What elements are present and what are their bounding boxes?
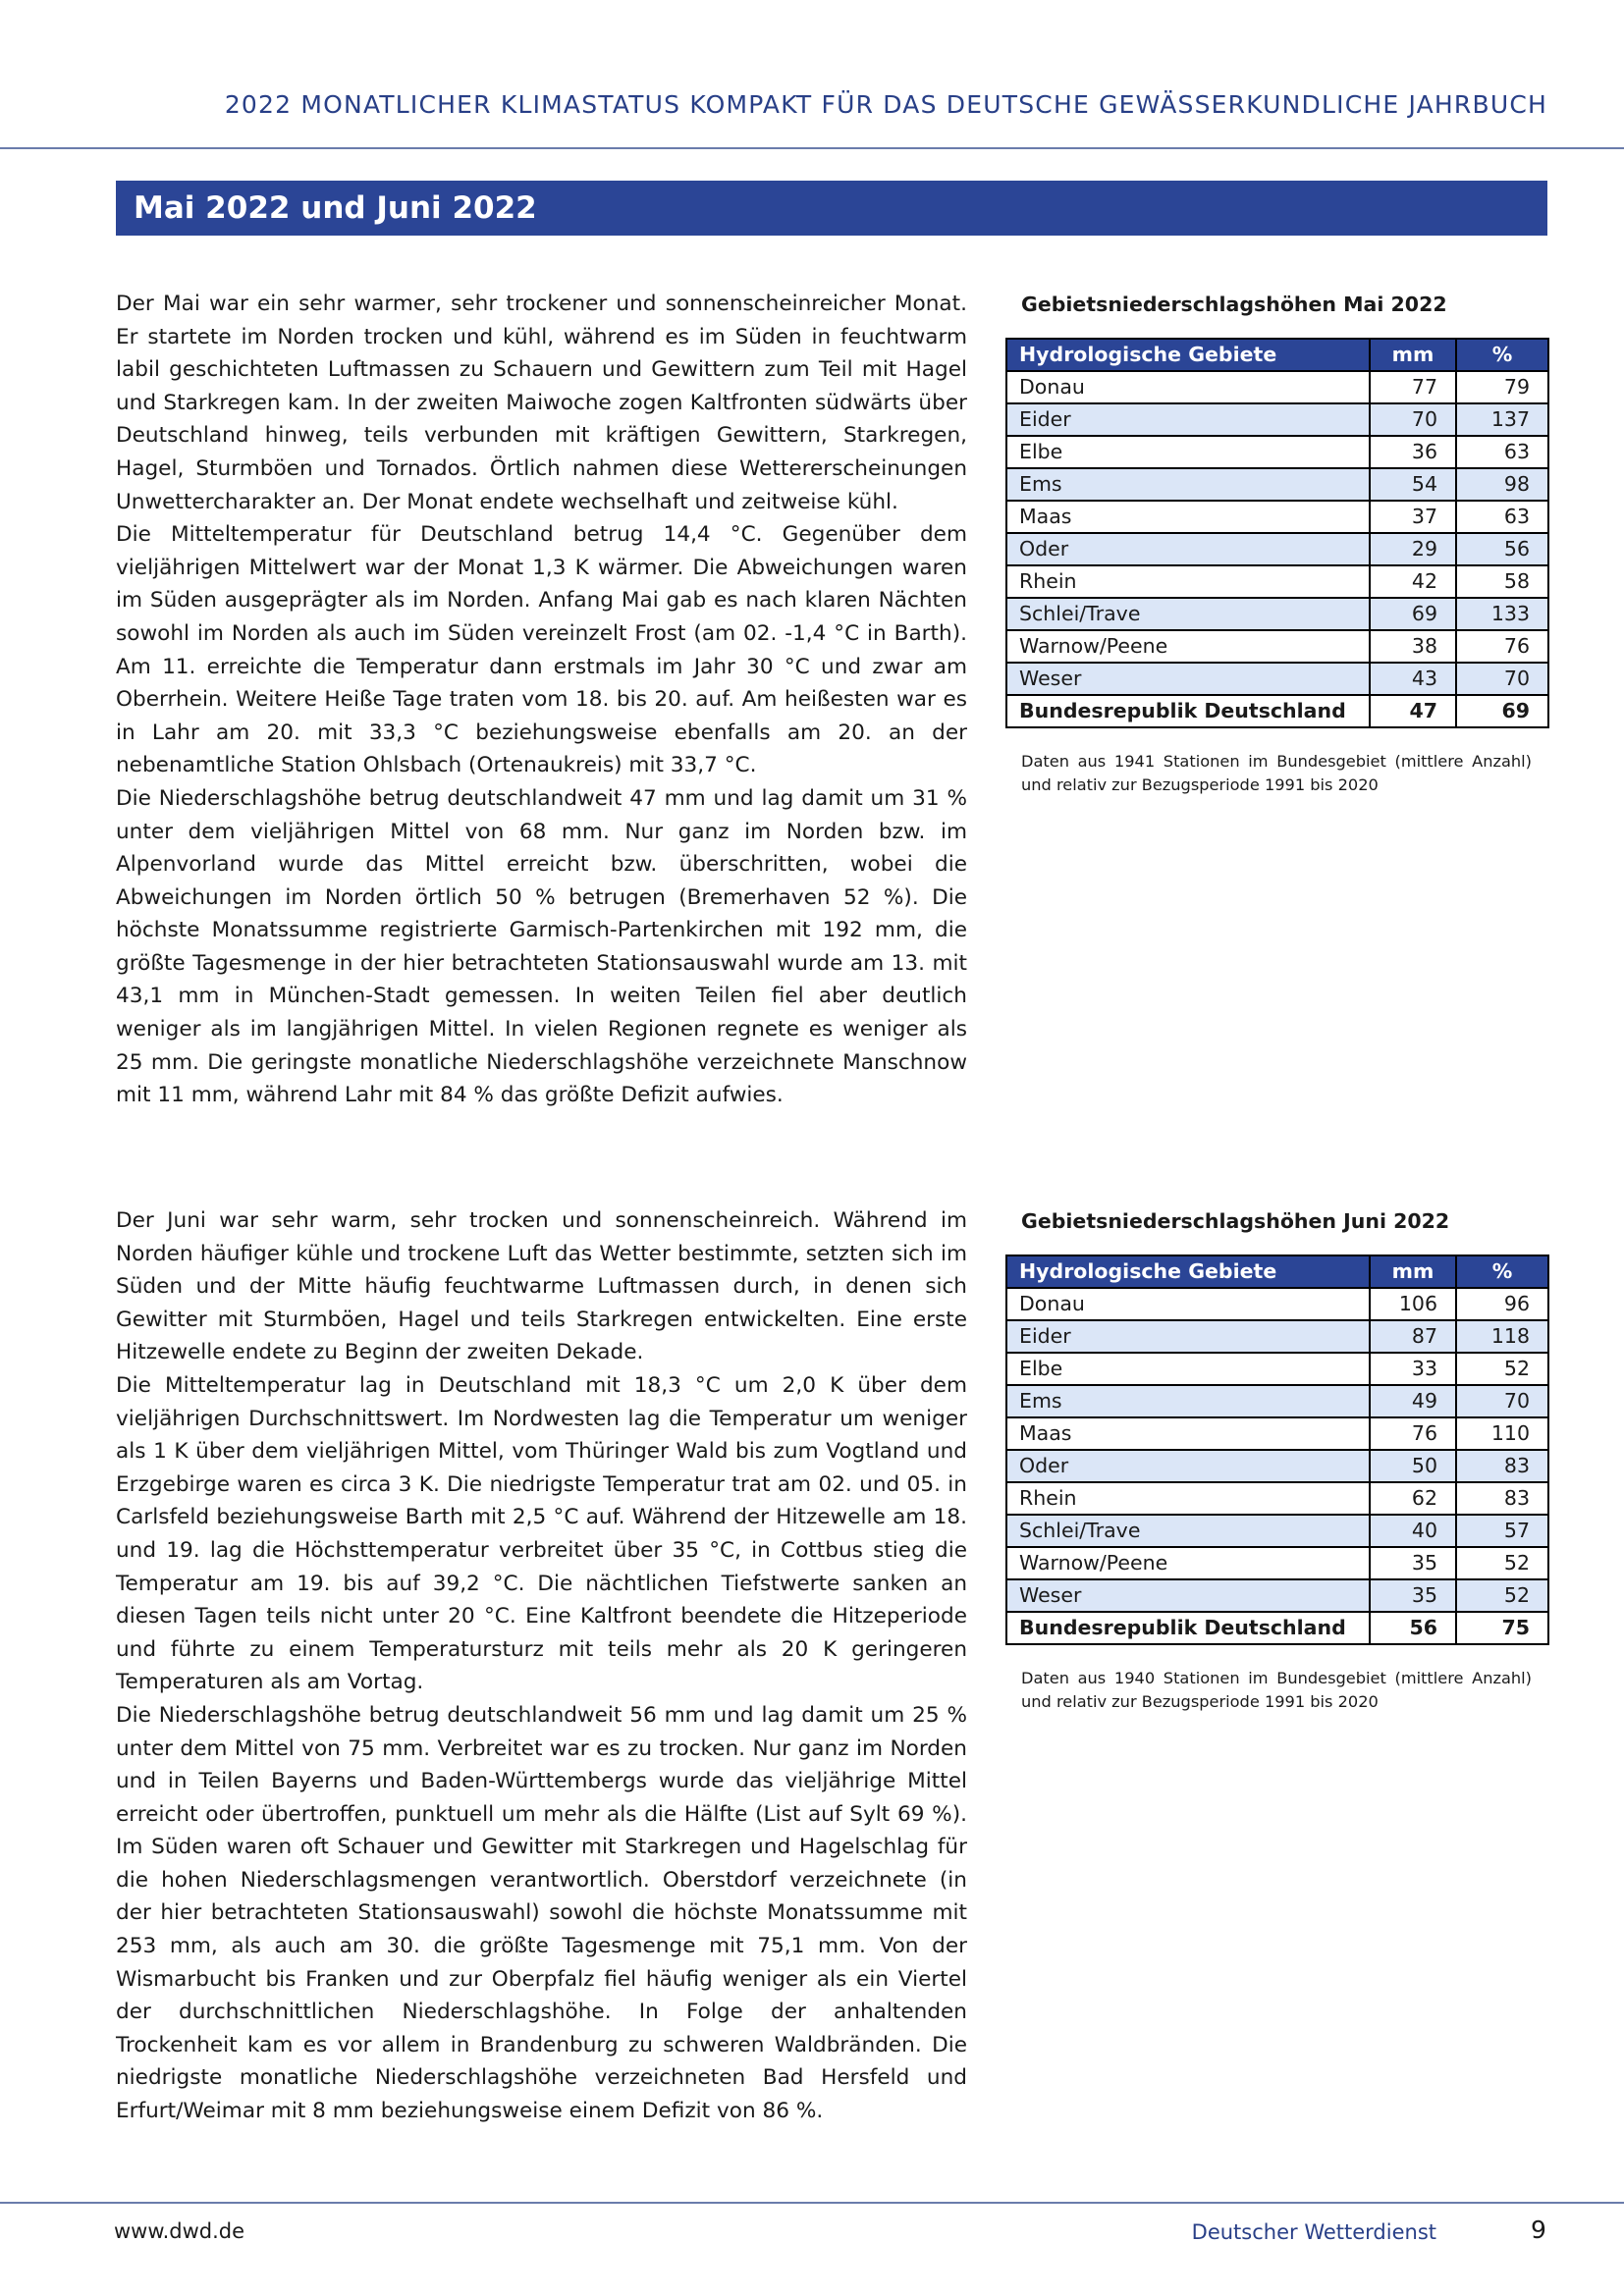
footer-divider (0, 2202, 1624, 2204)
table-row (1006, 468, 1548, 501)
mm-cell: 47 (1370, 695, 1456, 727)
percent-cell: 137 (1456, 403, 1548, 436)
table-header-row (1006, 1255, 1548, 1288)
percent-cell: 83 (1456, 1482, 1548, 1515)
region-cell: Maas (1006, 501, 1370, 533)
region-cell: Weser (1006, 663, 1370, 695)
table-row (1006, 630, 1548, 663)
june-paragraph-1: Der Juni war sehr warm, sehr trocken und sonnenscheinreich. Während im Norden häufiger kühle und trockene Luft das Wetter bestimmte, setzten sich im Süden und der Mitte häufig feuchtwarme Luftmassen durch, in denen sich Gewitter mit Sturmböen, Hagel und teils Starkregen entwickelten. Eine erste Hitzewelle endete zu Beginn der zweiten Dekade. (116, 1208, 967, 1365)
percent-cell: 63 (1456, 501, 1548, 533)
column-header-region: Hydrologische Gebiete (1006, 339, 1370, 371)
region-cell: Donau (1006, 1288, 1370, 1320)
june-text (116, 1204, 967, 2128)
region-cell: Ems (1006, 1385, 1370, 1417)
mm-cell: 87 (1370, 1320, 1456, 1353)
region-cell: Bundesrepublik Deutschland (1006, 695, 1370, 727)
table-row (1006, 501, 1548, 533)
region-cell: Schlei/Trave (1006, 1515, 1370, 1547)
table-total-row (1006, 1612, 1548, 1644)
may-table-note: Daten aus 1941 Stationen im Bundesgebiet (mittlere Anzahl) und relativ zur Bezugsperiode 1991 bis 2020 (1021, 752, 1532, 794)
region-cell: Oder (1006, 533, 1370, 565)
region-cell: Schlei/Trave (1006, 598, 1370, 630)
table-row (1006, 1482, 1548, 1515)
percent-cell: 83 (1456, 1450, 1548, 1482)
table-row (1006, 565, 1548, 598)
mm-cell: 56 (1370, 1612, 1456, 1644)
may-paragraph-1: Der Mai war ein sehr warmer, sehr trockener und sonnenscheinreicher Monat. Er startete im Norden trocken und kühl, während es im Süden in feuchtwarm labil geschichteten Luftmassen zu Schauern und Gewittern zum Teil mit Hagel und Starkregen kam. In der zweiten Maiwoche zogen Kaltfronten südwärts über Deutschland hinweg, teils verbunden mit kräftigen Gewittern, Starkregen, Hagel, Sturmböen und Tornados. Örtlich nahmen diese Wettererscheinungen Unwettercharakter an. Der Monat endete wechselhaft und zeitweise kühl. (116, 292, 967, 514)
column-header-percent: % (1456, 1255, 1548, 1288)
may-table-title: Gebietsniederschlagshöhen Mai 2022 (1021, 293, 1447, 316)
table-row (1006, 1547, 1548, 1579)
percent-cell: 98 (1456, 468, 1548, 501)
table-row (1006, 1385, 1548, 1417)
mm-cell: 76 (1370, 1417, 1456, 1450)
region-cell: Rhein (1006, 565, 1370, 598)
table-header-row (1006, 339, 1548, 371)
may-precipitation-table (1005, 338, 1549, 728)
column-header-region: Hydrologische Gebiete (1006, 1255, 1370, 1288)
june-table-title: Gebietsniederschlagshöhen Juni 2022 (1021, 1209, 1450, 1233)
table-row (1006, 1353, 1548, 1385)
table-row (1006, 371, 1548, 403)
may-text (116, 288, 967, 1112)
region-cell: Eider (1006, 403, 1370, 436)
may-paragraph-3: Die Niederschlagshöhe betrug deutschlandweit 47 mm und lag damit um 31 % unter dem vieljährigen Mittel von 68 mm. Nur ganz im Norden bzw. im Alpenvorland wurde das Mittel erreicht bzw. überschritten, wobei die Abweichungen im Norden örtlich 50 % betrugen (Bremerhaven 52 %). Die höchste Monatssumme registrierte Garmisch-Partenkirchen mit 192 mm, die größte Tagesmenge in der hier betrachteten Stationsauswahl wurde am 13. mit 43,1 mm in München-Stadt gemessen. In weiten Teilen fiel aber deutlich weniger als im langjährigen Mittel. In vielen Regionen regnete es weniger als 25 mm. Die geringste monatliche Niederschlagshöhe verzeichnete Manschnow mit 11 mm, während Lahr mit 84 % das größte Defizit aufwies. (116, 785, 967, 1108)
column-header-mm: mm (1370, 339, 1456, 371)
table-total-row (1006, 695, 1548, 727)
section-title: Mai 2022 und Juni 2022 (116, 181, 1547, 236)
mm-cell: 49 (1370, 1385, 1456, 1417)
region-cell: Maas (1006, 1417, 1370, 1450)
percent-cell: 79 (1456, 371, 1548, 403)
table-row (1006, 436, 1548, 468)
mm-cell: 62 (1370, 1482, 1456, 1515)
percent-cell: 52 (1456, 1353, 1548, 1385)
region-cell: Oder (1006, 1450, 1370, 1482)
mm-cell: 38 (1370, 630, 1456, 663)
table-row (1006, 1288, 1548, 1320)
percent-cell: 57 (1456, 1515, 1548, 1547)
may-table-block (1005, 293, 1547, 797)
region-cell: Donau (1006, 371, 1370, 403)
percent-cell: 70 (1456, 1385, 1548, 1417)
percent-cell: 52 (1456, 1579, 1548, 1612)
percent-cell: 96 (1456, 1288, 1548, 1320)
percent-cell: 69 (1456, 695, 1548, 727)
table-row (1006, 1417, 1548, 1450)
percent-cell: 76 (1456, 630, 1548, 663)
header-divider (0, 147, 1624, 149)
percent-cell: 70 (1456, 663, 1548, 695)
page-number: 9 (1531, 2216, 1546, 2244)
may-paragraph-2: Die Mitteltemperatur für Deutschland betrug 14,4 °C. Gegenüber dem vieljährigen Mittelwert war der Monat 1,3 K wärmer. Die Abweichungen waren im Süden ausgeprägter als im Norden. Anfang Mai gab es nach klaren Nächten sowohl im Norden als auch im Süden vereinzelt Frost (am 02. -1,4 °C in Barth). Am 11. erreichte die Temperatur dann erstmals im Jahr 30 °C und zwar am Oberrhein. Weitere Heiße Tage traten vom 18. bis 20. auf. Am heißesten war es in Lahr am 20. mit 33,3 °C beziehungsweise ebenfalls am 20. an der nebenamtliche Station Ohlsbach (Ortenaukreis) mit 33,7 °C. (116, 522, 967, 778)
footer-publisher: Deutscher Wetterdienst (1191, 2220, 1436, 2244)
mm-cell: 69 (1370, 598, 1456, 630)
region-cell: Elbe (1006, 1353, 1370, 1385)
percent-cell: 118 (1456, 1320, 1548, 1353)
table-row (1006, 1515, 1548, 1547)
percent-cell: 133 (1456, 598, 1548, 630)
mm-cell: 50 (1370, 1450, 1456, 1482)
mm-cell: 35 (1370, 1547, 1456, 1579)
mm-cell: 43 (1370, 663, 1456, 695)
table-row (1006, 403, 1548, 436)
june-precipitation-table (1005, 1255, 1549, 1645)
region-cell: Warnow/Peene (1006, 1547, 1370, 1579)
column-header-mm: mm (1370, 1255, 1456, 1288)
region-cell: Bundesrepublik Deutschland (1006, 1612, 1370, 1644)
mm-cell: 54 (1370, 468, 1456, 501)
june-table-block (1005, 1209, 1547, 1714)
percent-cell: 63 (1456, 436, 1548, 468)
percent-cell: 110 (1456, 1417, 1548, 1450)
region-cell: Elbe (1006, 436, 1370, 468)
mm-cell: 35 (1370, 1579, 1456, 1612)
mm-cell: 77 (1370, 371, 1456, 403)
percent-cell: 58 (1456, 565, 1548, 598)
percent-cell: 75 (1456, 1612, 1548, 1644)
region-cell: Eider (1006, 1320, 1370, 1353)
mm-cell: 106 (1370, 1288, 1456, 1320)
mm-cell: 37 (1370, 501, 1456, 533)
mm-cell: 70 (1370, 403, 1456, 436)
footer-url[interactable]: www.dwd.de (114, 2219, 245, 2243)
region-cell: Ems (1006, 468, 1370, 501)
table-row (1006, 663, 1548, 695)
mm-cell: 33 (1370, 1353, 1456, 1385)
mm-cell: 29 (1370, 533, 1456, 565)
mm-cell: 36 (1370, 436, 1456, 468)
percent-cell: 52 (1456, 1547, 1548, 1579)
percent-cell: 56 (1456, 533, 1548, 565)
table-row (1006, 598, 1548, 630)
table-row (1006, 1579, 1548, 1612)
mm-cell: 42 (1370, 565, 1456, 598)
table-row (1006, 1450, 1548, 1482)
june-paragraph-2: Die Mitteltemperatur lag in Deutschland mit 18,3 °C um 2,0 K über dem vieljährigen Durchschnittswert. Im Nordwesten lag die Temperatur um weniger als 1 K über dem vieljährigen Mittel, vom Thüringer Wald bis zum Vogtland und Erzgebirge waren es circa 3 K. Die niedrigste Temperatur trat am 02. und 05. in Carlsfeld beziehungsweise Barth mit 2,5 °C auf. Während der Hitzewelle am 18. und 19. lag die Höchsttemperatur verbreitet über 35 °C, in Cottbus stieg die Temperatur am 19. bis auf 39,2 °C. Die nächtlichen Tiefstwerte sanken an diesen Tagen teils nicht unter 20 °C. Eine Kaltfront beendete die Hitzeperiode und führte zu einem Temperatursturz mit teils mehr als 20 K geringeren Temperaturen als am Vortag. (116, 1372, 967, 1695)
column-header-percent: % (1456, 339, 1548, 371)
region-cell: Weser (1006, 1579, 1370, 1612)
table-row (1006, 1320, 1548, 1353)
region-cell: Rhein (1006, 1482, 1370, 1515)
mm-cell: 40 (1370, 1515, 1456, 1547)
june-table-note: Daten aus 1940 Stationen im Bundesgebiet (mittlere Anzahl) und relativ zur Bezugsperiode 1991 bis 2020 (1021, 1669, 1532, 1711)
region-cell: Warnow/Peene (1006, 630, 1370, 663)
june-paragraph-3: Die Niederschlagshöhe betrug deutschlandweit 56 mm und lag damit um 25 % unter dem Mittel von 75 mm. Verbreitet war es zu trocken. Nur ganz im Norden und in Teilen Bayerns und Baden-Württembergs wurde das vieljährige Mittel erreicht oder übertroffen, punktuell um mehr als die Hälfte (List auf Sylt 69 %). Im Süden waren oft Schauer und Gewitter mit Starkregen und Hagelschlag für die hohen Niederschlagsmengen verantwortlich. Oberstdorf verzeichnete (in der hier betrachteten Stationsauswahl) sowohl die höchste Monatssumme mit 253 mm, als auch am 30. die größte Tagesmenge mit 75,1 mm. Von der Wismarbucht bis Franken und zur Oberpfalz fiel häufig weniger als ein Viertel der durchschnittlichen Niederschlagshöhe. In Folge der anhaltenden Trockenheit kam es vor allem in Brandenburg zu schweren Waldbränden. Die niedrigste monatliche Niederschlagshöhe verzeichneten Bad Hersfeld und Erfurt/Weimar mit 8 mm beziehungsweise einem Defizit von 86 %. (116, 1702, 967, 2124)
table-row (1006, 533, 1548, 565)
running-header: 2022 MONATLICHER KLIMASTATUS KOMPAKT FÜR DAS DEUTSCHE GEWÄSSERKUNDLICHE JAHRBUCH (224, 90, 1547, 119)
